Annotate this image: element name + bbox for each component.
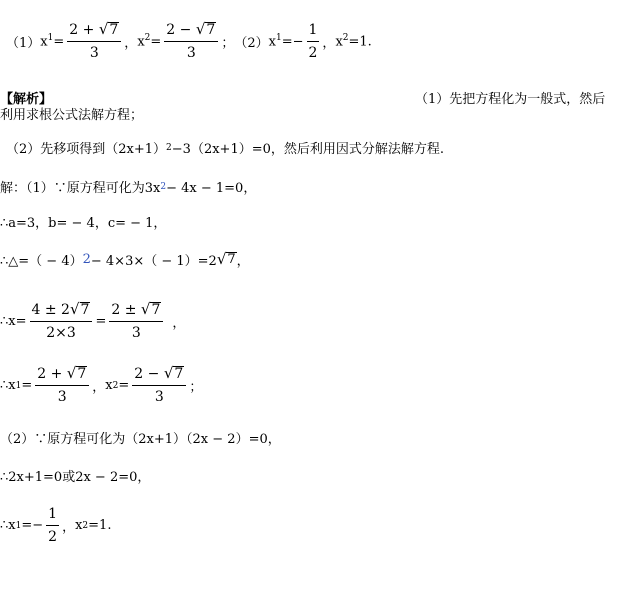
x-fraction-1: 4 ± 2 √ 7 2×3	[30, 302, 93, 341]
solution-line-3: ∴△=（ − 4） 2 − 4×3×（ − 1）=2 √ 7 ，	[0, 250, 250, 269]
solution-line-8: ∴x 1 =− $\frac{1}{2}$ ， x 2 =1.	[0, 506, 112, 545]
half-fraction-sol: $\frac{1}{2}$	[48, 506, 58, 545]
x2-part2: $x^2=1$.	[335, 33, 372, 50]
analysis-tag: 【解析】	[0, 92, 53, 107]
part-1-label: （1）	[6, 36, 41, 51]
x2-fraction-sol: 2 − √ 7 3	[132, 366, 186, 405]
solution-line-6: （2）∵原方程可化为（2x+1）（2x − 2）=0，	[0, 432, 281, 447]
solution-line-5: ∴x 1 = 2 + √ 7 3 ， x 2 = 2 − √ 7 3 ；	[0, 364, 203, 405]
solution-line-1: 解：（1）∵原方程可化为3x 2 − 4x − 1=0，	[0, 181, 257, 196]
solution-line-7: ∴2x+1=0或2x − 2=0，	[0, 470, 151, 485]
x1-var: $x^1=$	[40, 33, 65, 50]
part-2-label: （2）	[234, 36, 269, 51]
half-fraction: $\frac{1}{2}$	[308, 22, 318, 61]
answer-line: （1） $x^1=$ 2 + √ 7 3 ， $x^2=$ 2 − √ 7 3 ； （2） $x^1=-$ $\frac{1}{2}$ ， $x^2=1$.	[6, 20, 372, 61]
x1-fraction: 2 + √ 7 3	[67, 22, 121, 61]
x1-part2: $x^1=-$	[268, 33, 304, 50]
sqrt-icon: √ 7	[216, 250, 236, 268]
analysis-line-3: （2）先移项得到（2x+1） 2 −3（2x+1）=0，然后利用因式分解法解方程.	[6, 142, 445, 157]
analysis-line-2: 利用求根公式法解方程；	[0, 108, 144, 123]
x1-fraction-sol: 2 + √ 7 3	[35, 366, 89, 405]
x-fraction-2: 2 ± √ 7 3	[109, 302, 163, 341]
solution-line-2: ∴a=3，b= − 4，c= − 1，	[0, 216, 167, 231]
x2-fraction: 2 − √ 7 3	[164, 22, 218, 61]
x2-var: $x^2=$	[137, 33, 162, 50]
solution-line-4: ∴x= 4 ± 2 √ 7 2×3 = 2 ± √ 7 3 ，	[0, 300, 186, 341]
analysis-step-1: （1）先把方程化为一般式，然后	[415, 92, 606, 107]
sqrt-icon: √ 7	[98, 20, 119, 38]
